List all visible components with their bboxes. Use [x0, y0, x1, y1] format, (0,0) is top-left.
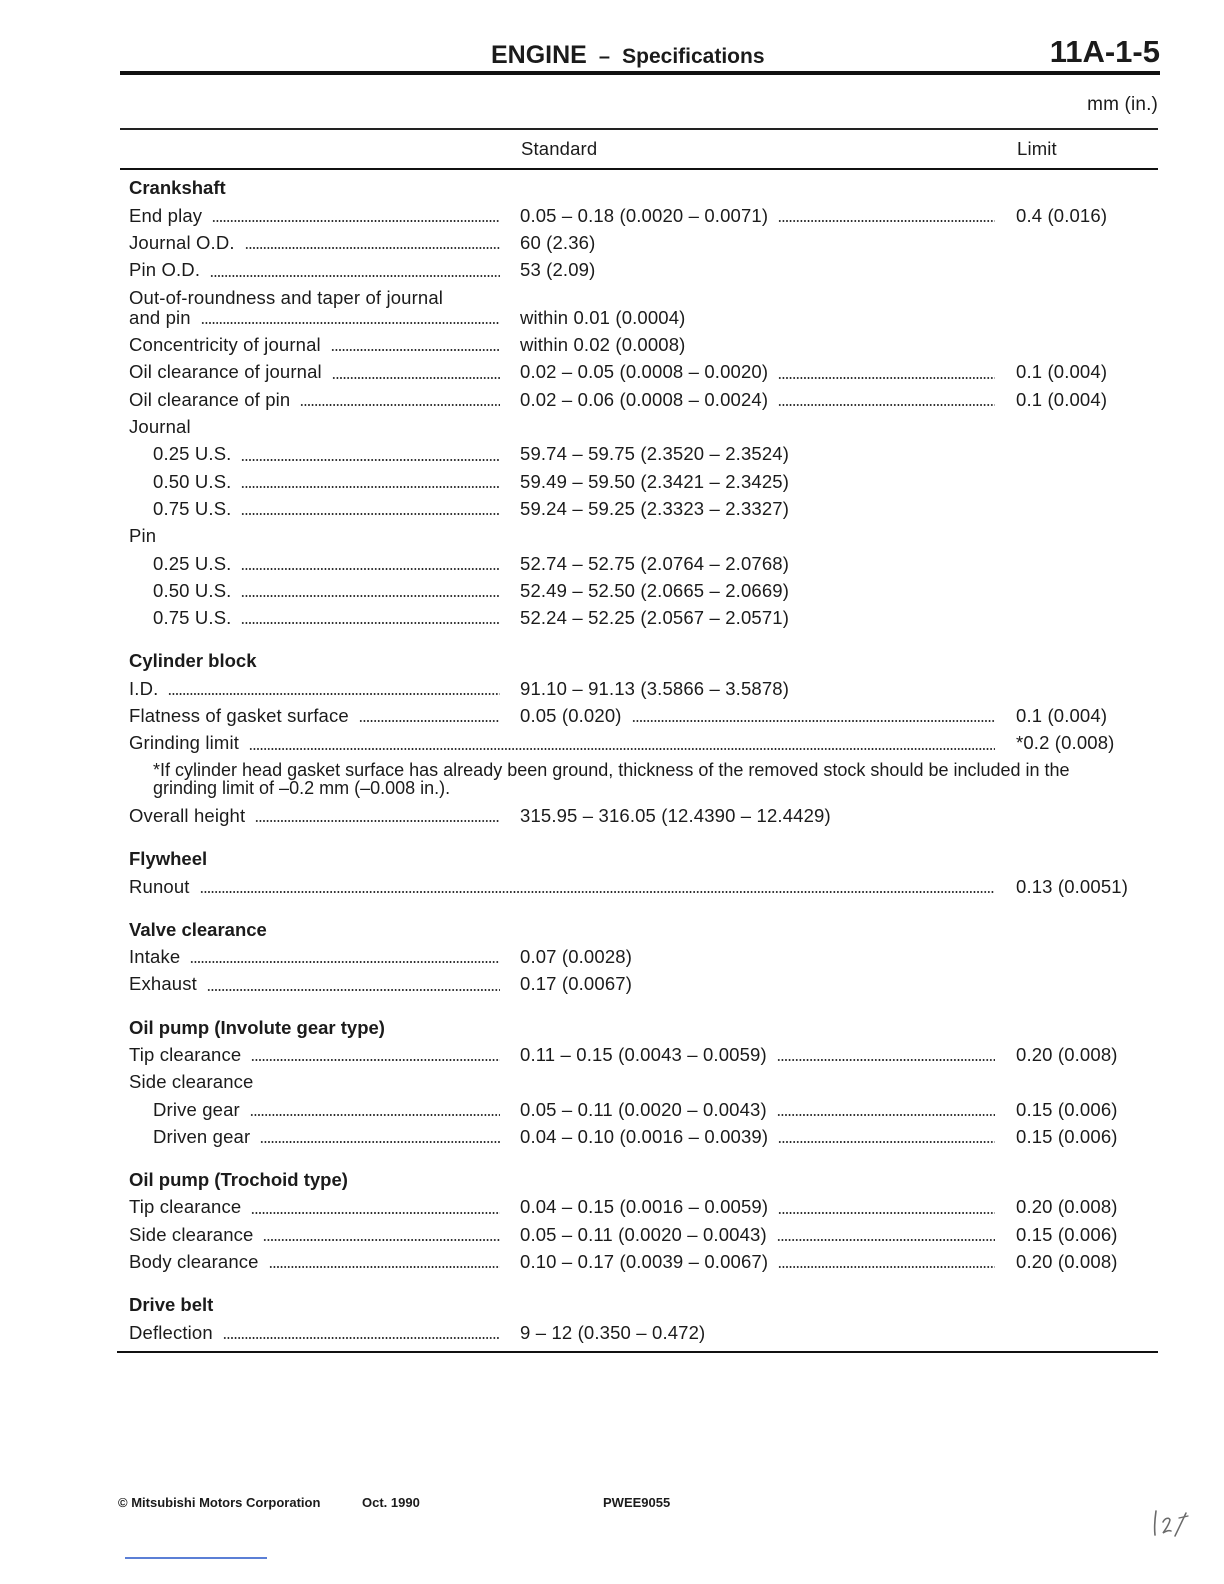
group-label: Journal [129, 416, 191, 438]
spec-label: 0.25 U.S. [153, 443, 232, 465]
page-number: 11A-1-5 [1049, 34, 1160, 69]
dot-leader [249, 748, 995, 750]
limit-cell [1016, 1041, 1118, 1068]
dot-leader [251, 1059, 500, 1061]
dot-leader [241, 568, 500, 570]
label-cell [153, 1096, 500, 1123]
label-cell [129, 1221, 500, 1248]
spec-row [0, 440, 1224, 467]
standard-value: 0.05 – 0.18 (0.0020 – 0.0071) [520, 204, 769, 226]
limit-value: *0.2 (0.008) [1016, 732, 1115, 754]
dot-leader [632, 720, 995, 722]
limit-value: 0.1 (0.004) [1016, 705, 1108, 727]
standard-value: 91.10 – 91.13 (3.5866 – 3.5878) [520, 677, 790, 699]
standard-value: within 0.02 (0.0008) [520, 334, 686, 356]
section-heading-row [0, 1291, 1224, 1318]
dot-leader [241, 459, 500, 461]
spec-group-row [0, 413, 1224, 440]
section-heading-row [0, 845, 1224, 872]
label-cell [129, 202, 500, 229]
spec-row [0, 1123, 1224, 1150]
standard-value: 53 (2.09) [520, 259, 596, 281]
spec-row [0, 304, 1224, 331]
spec-row [0, 256, 1224, 283]
spec-label: 0.75 U.S. [153, 497, 232, 519]
label-cell [129, 256, 500, 283]
label-cell [129, 873, 995, 900]
limit-cell [1016, 729, 1114, 756]
spec-label: Pin O.D. [129, 259, 201, 281]
standard-cell [520, 331, 995, 358]
spec-label: Driven gear [153, 1125, 251, 1147]
standard-cell [520, 970, 995, 997]
limit-cell [1016, 358, 1107, 385]
publication-date: Oct. 1990 [362, 1495, 420, 1510]
section-heading-row [0, 1014, 1224, 1041]
spec-row [0, 729, 1224, 756]
spec-table [0, 174, 1224, 1346]
standard-value: within 0.01 (0.0004) [520, 306, 686, 328]
spec-row [0, 604, 1224, 631]
standard-value: 59.24 – 59.25 (2.3323 – 2.3327) [520, 497, 790, 519]
limit-value: 0.15 (0.006) [1016, 1125, 1118, 1147]
spec-label: Side clearance [129, 1223, 254, 1245]
units-label: mm (in.) [1087, 94, 1158, 115]
standard-cell [520, 1041, 995, 1068]
section-title: Crankshaft [129, 177, 226, 199]
limit-cell [1016, 1221, 1118, 1248]
label-cell [153, 604, 500, 631]
label-cell [129, 358, 500, 385]
spec-row [0, 1248, 1224, 1275]
standard-value: 59.74 – 59.75 (2.3520 – 2.3524) [520, 443, 790, 465]
spec-label: Oil clearance of pin [129, 388, 291, 410]
dot-leader [778, 404, 995, 406]
standard-cell [520, 1319, 995, 1346]
limit-cell [1016, 702, 1107, 729]
column-header-standard: Standard [521, 138, 598, 159]
standard-value: 0.11 – 0.15 (0.0043 – 0.0059) [520, 1044, 767, 1065]
limit-value: 0.15 (0.006) [1016, 1098, 1118, 1120]
standard-value: 315.95 – 316.05 (12.4390 – 12.4429) [520, 804, 831, 826]
spec-label: Body clearance [129, 1251, 259, 1273]
dot-leader [250, 1114, 500, 1116]
spec-row [0, 577, 1224, 604]
dot-leader [200, 891, 995, 893]
standard-cell [520, 229, 995, 256]
spec-label: Grinding limit [129, 732, 240, 754]
standard-cell [520, 702, 995, 729]
spec-label: Oil clearance of journal [129, 361, 322, 383]
label-cell [129, 1248, 500, 1275]
standard-value: 60 (2.36) [520, 231, 596, 253]
heading-cell [129, 174, 500, 201]
limit-value: 0.13 (0.0051) [1016, 875, 1129, 897]
dot-leader [777, 1114, 995, 1116]
footnote-text: *If cylinder head gasket surface has already been ground, thickness of the removed stock should be included in the [153, 759, 1070, 780]
spec-label: 0.50 U.S. [153, 579, 232, 601]
dot-leader [201, 322, 500, 324]
section-title: Oil pump (Involute gear type) [129, 1016, 385, 1038]
spec-row [0, 550, 1224, 577]
spec-label: Tip clearance [129, 1044, 242, 1065]
spec-group-row [0, 1068, 1224, 1095]
limit-value: 0.20 (0.008) [1016, 1251, 1118, 1273]
dot-leader [223, 1337, 500, 1339]
limit-value: 0.1 (0.004) [1016, 388, 1108, 410]
dot-leader [778, 377, 995, 379]
chapter-title: ENGINE [491, 41, 587, 69]
section-oil-pump-involute [0, 1014, 1224, 1150]
label-cell [129, 304, 500, 331]
group-label: Pin [129, 525, 157, 547]
spec-row [0, 1041, 1224, 1068]
dot-leader [168, 693, 500, 695]
limit-cell [1016, 1193, 1118, 1220]
standard-value: 0.02 – 0.05 (0.0008 – 0.0020) [520, 361, 769, 383]
spec-label: Intake [129, 946, 181, 968]
dot-leader [241, 595, 500, 597]
label-cell [129, 943, 500, 970]
spec-row [0, 468, 1224, 495]
section-title: Valve clearance [129, 918, 267, 940]
standard-value: 9 – 12 (0.350 – 0.472) [520, 1321, 706, 1343]
standard-value: 0.04 – 0.10 (0.0016 – 0.0039) [520, 1125, 769, 1147]
spec-label: I.D. [129, 677, 159, 699]
standard-cell [520, 604, 995, 631]
spec-row [0, 1193, 1224, 1220]
standard-cell [520, 1193, 995, 1220]
spec-row [0, 386, 1224, 413]
label-cell [153, 440, 500, 467]
standard-value: 0.02 – 0.06 (0.0008 – 0.0024) [520, 388, 769, 410]
dot-leader [300, 404, 500, 406]
standard-value: 0.17 (0.0067) [520, 973, 633, 995]
header-rule [120, 71, 1160, 75]
standard-cell [520, 577, 995, 604]
spec-label: 0.75 U.S. [153, 607, 232, 629]
spec-row [0, 1221, 1224, 1248]
footnote-text: grinding limit of –0.2 mm (–0.008 in.). [153, 777, 451, 798]
spec-row [0, 702, 1224, 729]
standard-cell [520, 440, 995, 467]
limit-value: 0.15 (0.006) [1016, 1223, 1118, 1245]
dot-leader [778, 1266, 995, 1268]
handwritten-mark-icon [1148, 1506, 1194, 1540]
dot-leader [778, 1212, 995, 1214]
dot-leader [245, 247, 500, 249]
limit-cell [1016, 386, 1107, 413]
spec-row [0, 358, 1224, 385]
dot-leader [359, 720, 500, 722]
dot-leader [260, 1141, 500, 1143]
heading-cell [129, 1291, 500, 1318]
chapter-subtitle: Specifications [622, 45, 765, 68]
heading-cell [129, 916, 500, 943]
standard-cell [520, 943, 995, 970]
dot-leader [241, 486, 500, 488]
standard-cell [520, 550, 995, 577]
dot-leader [778, 220, 995, 222]
standard-cell [520, 495, 995, 522]
section-heading-row [0, 916, 1224, 943]
label-cell [153, 495, 500, 522]
limit-value: 0.4 (0.016) [1016, 204, 1108, 226]
spec-row [0, 970, 1224, 997]
standard-cell [520, 1096, 995, 1123]
table-bottom-rule [117, 1351, 1158, 1353]
label-cell [129, 1193, 500, 1220]
standard-value: 0.05 – 0.11 (0.0020 – 0.0043) [520, 1223, 767, 1245]
section-title: Drive belt [129, 1294, 214, 1316]
standard-value: 52.49 – 52.50 (2.0665 – 2.0669) [520, 579, 790, 601]
label-cell [129, 970, 500, 997]
standard-cell [520, 386, 995, 413]
section-heading-row [0, 174, 1224, 201]
label-cell [129, 522, 500, 549]
dot-leader [190, 961, 500, 963]
spec-label: Overall height [129, 804, 246, 826]
limit-cell [1016, 1096, 1118, 1123]
standard-value: 0.07 (0.0028) [520, 946, 633, 968]
dot-leader [331, 349, 500, 351]
standard-cell [520, 468, 995, 495]
dot-leader [251, 1212, 500, 1214]
section-title: Cylinder block [129, 650, 257, 672]
spec-label: Tip clearance [129, 1196, 242, 1218]
heading-cell [129, 845, 500, 872]
label-cell [129, 413, 500, 440]
dot-leader [207, 989, 500, 991]
spec-row [0, 675, 1224, 702]
spec-label: and pin [129, 306, 191, 328]
dot-leader [332, 377, 500, 379]
dot-leader [212, 220, 500, 222]
spec-label: Deflection [129, 1321, 213, 1343]
spec-label: 0.25 U.S. [153, 552, 232, 574]
limit-value: 0.20 (0.008) [1016, 1044, 1118, 1065]
dot-leader [777, 1239, 995, 1241]
spec-row [0, 495, 1224, 522]
footnote-row [0, 757, 1224, 780]
spec-label: Flatness of gasket surface [129, 705, 349, 727]
spec-label: Drive gear [153, 1098, 240, 1120]
section-title: Oil pump (Trochoid type) [129, 1169, 348, 1191]
table-top-rule [120, 128, 1158, 130]
standard-cell [520, 1248, 995, 1275]
section-heading-row [0, 647, 1224, 674]
blue-margin-line [125, 1557, 267, 1559]
standard-cell [520, 802, 995, 829]
spec-label: Exhaust [129, 973, 197, 995]
heading-cell [129, 647, 500, 674]
standard-cell [520, 675, 995, 702]
section-title: Flywheel [129, 848, 208, 870]
page-title [491, 40, 765, 70]
dot-leader [241, 622, 500, 624]
spec-row [0, 229, 1224, 256]
standard-value: 0.04 – 0.15 (0.0016 – 0.0059) [520, 1196, 769, 1218]
limit-cell [1016, 1248, 1118, 1275]
section-cylinder-block [0, 647, 1224, 829]
label-cell [153, 577, 500, 604]
dot-leader [777, 1059, 995, 1061]
label-cell [129, 331, 500, 358]
section-valve-clearance [0, 916, 1224, 998]
section-drive-belt [0, 1291, 1224, 1346]
label-cell [129, 1041, 500, 1068]
label-cell [129, 802, 500, 829]
footnote-cell [153, 775, 450, 802]
standard-value: 52.74 – 52.75 (2.0764 – 2.0768) [520, 552, 790, 574]
group-label: Side clearance [129, 1071, 254, 1093]
spec-row [0, 943, 1224, 970]
label-cell [129, 702, 500, 729]
spec-row-label-line [0, 284, 1224, 308]
section-flywheel [0, 845, 1224, 900]
limit-cell [1016, 202, 1107, 229]
label-cell [153, 1123, 500, 1150]
standard-cell [520, 202, 995, 229]
column-header-rule [120, 168, 1158, 170]
standard-value: 59.49 – 59.50 (2.3421 – 2.3425) [520, 470, 790, 492]
standard-value: 52.24 – 52.25 (2.0567 – 2.0571) [520, 607, 790, 629]
spec-group-row [0, 522, 1224, 549]
standard-value: 0.10 – 0.17 (0.0039 – 0.0067) [520, 1251, 769, 1273]
dot-leader [778, 1141, 995, 1143]
standard-cell [520, 256, 995, 283]
label-cell [129, 386, 500, 413]
spec-label: Runout [129, 875, 190, 897]
spec-label: Concentricity of journal [129, 334, 321, 356]
section-oil-pump-trochoid [0, 1166, 1224, 1275]
section-crankshaft [0, 174, 1224, 631]
dot-leader [210, 275, 500, 277]
standard-cell [520, 1221, 995, 1248]
label-cell [129, 229, 500, 256]
label-cell [153, 550, 500, 577]
standard-cell [520, 304, 995, 331]
spec-label: Out-of-roundness and taper of journal [129, 286, 444, 308]
copyright-notice: © Mitsubishi Motors Corporation [118, 1495, 321, 1510]
label-cell [129, 729, 995, 756]
dot-leader [263, 1239, 500, 1241]
limit-value: 0.1 (0.004) [1016, 361, 1108, 383]
spec-row [0, 331, 1224, 358]
limit-value: 0.20 (0.008) [1016, 1196, 1118, 1218]
standard-value: 0.05 (0.020) [520, 705, 622, 727]
spec-row [0, 1319, 1224, 1346]
document-code: PWEE9055 [603, 1495, 671, 1510]
spec-row [0, 802, 1224, 829]
limit-cell [1016, 873, 1128, 900]
title-dash: – [598, 46, 611, 68]
dot-leader [255, 820, 500, 822]
standard-cell [520, 358, 995, 385]
spec-row [0, 202, 1224, 229]
label-cell [153, 468, 500, 495]
heading-cell [129, 1014, 500, 1041]
spec-label: 0.50 U.S. [153, 470, 232, 492]
label-cell [129, 1319, 500, 1346]
dot-leader [241, 513, 500, 515]
label-cell [129, 1068, 500, 1095]
limit-cell [1016, 1123, 1118, 1150]
footnote-row [0, 775, 1224, 802]
heading-cell [129, 1166, 500, 1193]
spec-row [0, 873, 1224, 900]
spec-label: Journal O.D. [129, 231, 235, 253]
dot-leader [269, 1266, 500, 1268]
label-cell [129, 675, 500, 702]
column-header-limit: Limit [1017, 138, 1057, 159]
spec-label: End play [129, 204, 203, 226]
spec-row [0, 1096, 1224, 1123]
standard-value: 0.05 – 0.11 (0.0020 – 0.0043) [520, 1098, 767, 1120]
section-heading-row [0, 1166, 1224, 1193]
standard-cell [520, 1123, 995, 1150]
